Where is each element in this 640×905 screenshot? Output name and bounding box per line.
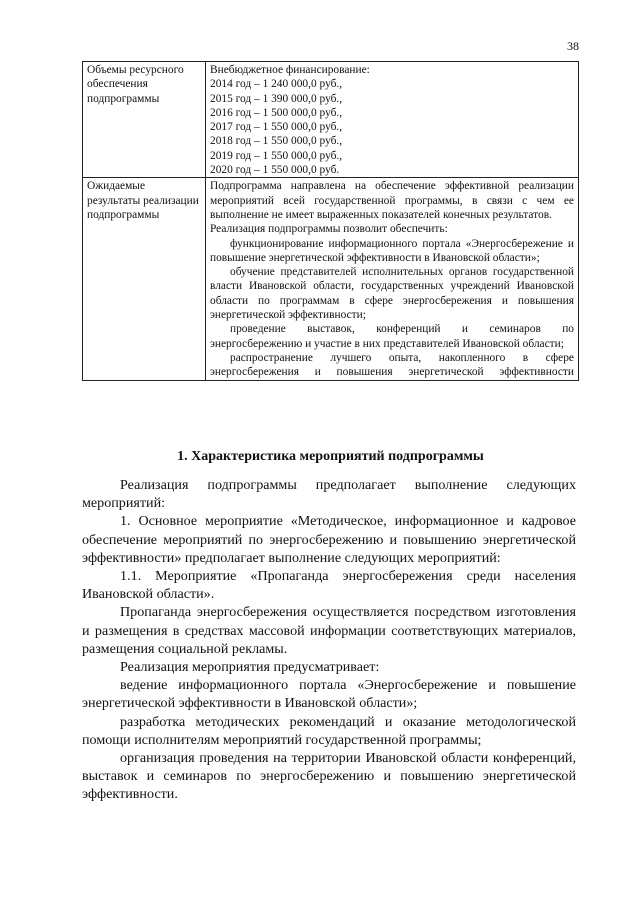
body-text xyxy=(82,476,576,804)
label-resources: Объемы ресурсного обеспечения подпрограммы xyxy=(83,62,206,178)
financing-year-line: 2020 год – 1 550 000,0 руб. xyxy=(210,164,340,177)
table-row-resources xyxy=(83,62,579,178)
page-number: 38 xyxy=(567,39,579,53)
financing-year-line: 2019 год – 1 550 000,0 руб., xyxy=(210,149,343,162)
financing-year-line: 2015 год – 1 390 000,0 руб., xyxy=(210,92,343,105)
financing-year-line: 2014 год – 1 240 000,0 руб., xyxy=(210,78,343,91)
paragraph: Реализация мероприятия предусматривает: xyxy=(120,659,380,676)
paragraph: организация проведения на территории Ивановской области конференций, выставок и семинаров по энергосбережению и повышению энергетической эффективности. xyxy=(82,750,576,803)
paragraph: Пропаганда энергосбережения осуществляется посредством изготовления и размещения в средствах массовой информации соответствующих материалов, размещения социальной рекламы. xyxy=(82,604,576,657)
results-item: проведение выставок, конференций и семинаров по энергосбережению и участие в них представителей Ивановской области; xyxy=(210,323,574,350)
cell-results xyxy=(206,178,579,380)
paragraph: ведение информационного портала «Энергосбережение и повышение энергетической эффективности в Ивановской области»; xyxy=(82,677,576,712)
results-item: обучение представителей исполнительных органов государственной власти Ивановской области, государственных учреждений Ивановской области по программам в сфере энергосбережения и повышения энергетической эффективности; xyxy=(210,266,574,322)
subprogram-passport-table xyxy=(82,61,579,381)
paragraph: Реализация подпрограммы предполагает выполнение следующих мероприятий: xyxy=(82,477,576,512)
results-item: распространение лучшего опыта, накопленного в сфере энергосбережения и повышения энергетической эффективности xyxy=(210,351,574,379)
financing-year-line: 2016 год – 1 500 000,0 руб., xyxy=(210,106,343,119)
paragraph: разработка методических рекомендаций и оказание методологической помощи исполнителям мероприятий государственной программы; xyxy=(82,713,576,748)
results-lead: Реализация подпрограммы позволит обеспечить: xyxy=(210,223,448,236)
financing-year-line: 2017 год – 1 550 000,0 руб., xyxy=(210,121,343,134)
paragraph: 1. Основное мероприятие «Методическое, информационное и кадровое обеспечение мероприятий по энергосбережению и повышению энергетической эффективности» предполагает выполнение следующих мероприятий: xyxy=(82,513,576,566)
results-intro: Подпрограмма направлена на обеспечение эффективной реализации мероприятий всей государственной программы, в связи с чем ее выполнение не имеет выраженных показателей конечных результатов. xyxy=(210,180,574,221)
financing-heading: Внебюджетное финансирование: xyxy=(210,64,370,76)
section-title: 1. Характеристика мероприятий подпрограммы xyxy=(177,449,484,464)
paragraph: 1.1. Мероприятие «Пропаганда энергосбережения среди населения Ивановской области». xyxy=(82,568,576,603)
label-results: Ожидаемые результаты реализации подпрограммы xyxy=(83,178,206,380)
table-row-results xyxy=(83,178,579,380)
results-item: функционирование информационного портала «Энергосбережение и повышение энергетической эффективности в Ивановской области»; xyxy=(210,237,574,264)
financing-year-line: 2018 год – 1 550 000,0 руб., xyxy=(210,135,343,148)
cell-financing xyxy=(206,62,579,178)
